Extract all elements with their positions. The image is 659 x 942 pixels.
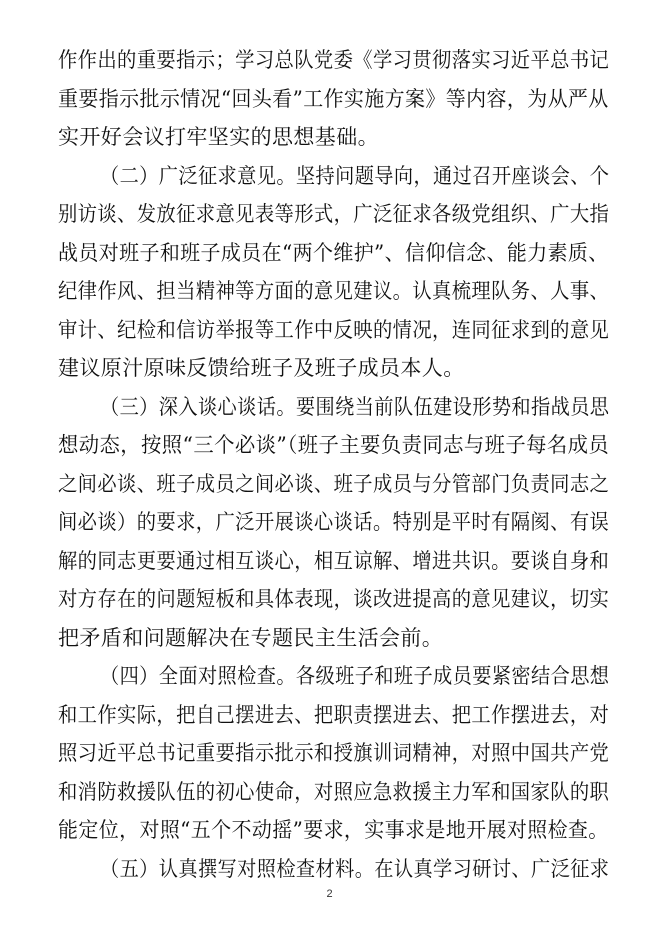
text-line: 把矛盾和问题解决在专题民主生活会前。 bbox=[58, 626, 444, 650]
text-line: 之间必谈、班子成员之间必谈、班子成员与分管部门负责同志之 bbox=[58, 472, 610, 496]
text-line: （二）广泛征求意见。坚持问题导向，通过召开座谈会、个 bbox=[100, 164, 610, 188]
text-line: 对方存在的问题短板和具体表现，谈改进提高的意见建议，切实 bbox=[58, 587, 610, 611]
text-line: （四）全面对照检查。各级班子和班子成员要紧密结合思想 bbox=[100, 664, 610, 688]
text-line: 想动态，按照“三个必谈”（班子主要负责同志与班子每名成员 bbox=[58, 433, 610, 457]
text-line: 审计、纪检和信访举报等工作中反映的情况，连同征求到的意见 bbox=[58, 318, 610, 342]
text-line: 重要指示批示情况“回头看”工作实施方案》等内容，为从严从 bbox=[58, 87, 609, 111]
text-line: 纪律作风、担当精神等方面的意见建议。认真梳理队务、人事、 bbox=[58, 279, 610, 303]
text-line: （五）认真撰写对照检查材料。在认真学习研讨、广泛征求 bbox=[100, 857, 610, 881]
text-line: （三）深入谈心谈话。要围绕当前队伍建设形势和指战员思 bbox=[100, 395, 610, 419]
text-line: 和消防救援队伍的初心使命，对照应急救援主力军和国家队的职 bbox=[58, 780, 610, 804]
text-line: 和工作实际，把自己摆进去、把职责摆进去、把工作摆进去，对 bbox=[58, 703, 610, 727]
text-line: 别访谈、发放征求意见表等形式，广泛征求各级党组织、广大指 bbox=[58, 202, 610, 226]
text-line: 解的同志更要通过相互谈心，相互谅解、增进共识。要谈自身和 bbox=[58, 549, 610, 573]
text-line: 照习近平总书记重要指示批示和授旗训词精神，对照中国共产党 bbox=[58, 741, 610, 765]
text-line: 间必谈）的要求，广泛开展谈心谈话。特别是平时有隔阂、有误 bbox=[58, 510, 610, 534]
page-number: 2 bbox=[326, 888, 333, 900]
text-line: 作作出的重要指示；学习总队党委《学习贯彻落实习近平总书记 bbox=[58, 48, 610, 72]
text-line: 实开好会议打牢坚实的思想基础。 bbox=[58, 125, 379, 149]
text-line: 能定位，对照“五个不动摇”要求，实事求是地开展对照检查。 bbox=[58, 818, 609, 842]
text-line: 战员对班子和班子成员在“两个维护”、信仰信念、能力素质、 bbox=[58, 241, 609, 265]
text-line: 建议原汁原味反馈给班子及班子成员本人。 bbox=[58, 356, 465, 380]
